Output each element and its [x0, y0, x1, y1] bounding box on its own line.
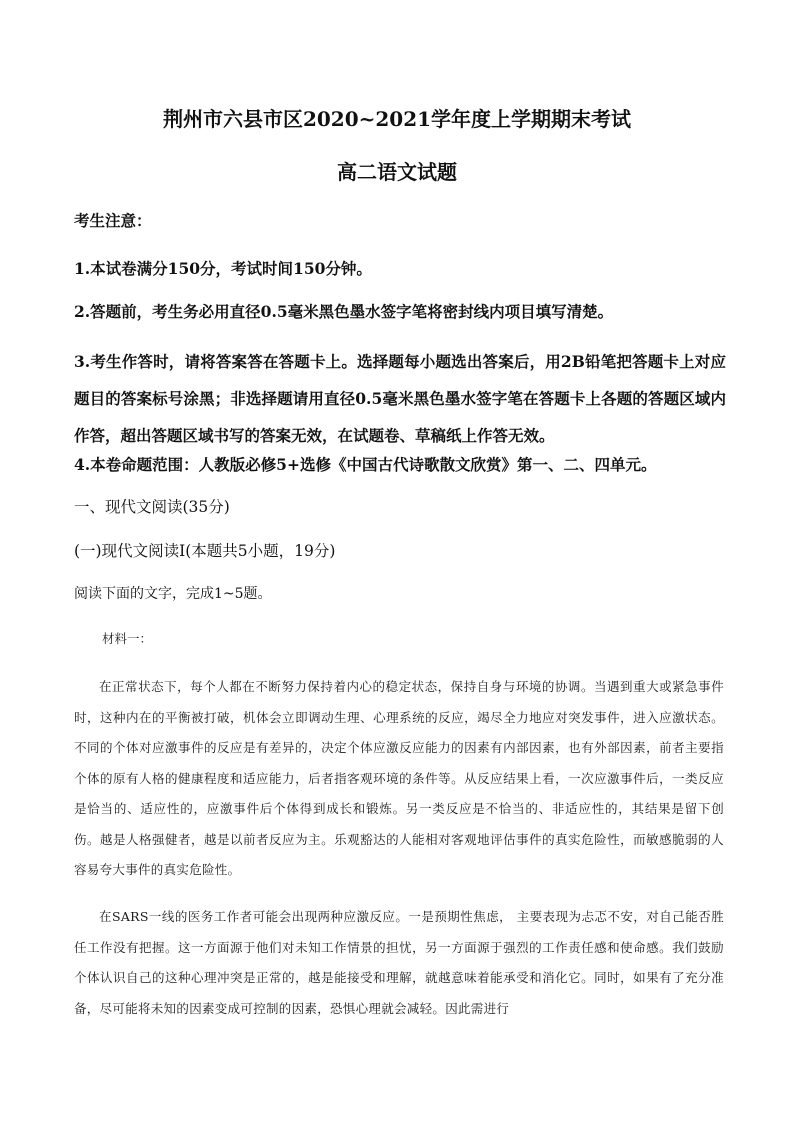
- section-title: 一、现代文阅读(35分): [74, 498, 230, 516]
- notice-item-1: 1.本试卷满分150分，考试时间150分钟。: [74, 259, 372, 278]
- notice-item-4: 4.本卷命题范围：人教版必修5+选修《中国古代诗歌散文欣赏》第一、二、四单元。: [74, 455, 657, 474]
- notice-item-3: 3.考生作答时，请将答案答在答题卡上。选择题每小题选出答案后，用2B铅笔把答题卡上对应题目的答案标号涂黑；非选择题请用直径0.5毫米黑色墨水签字笔在答题卡上各题的答题区域内作答，超出答题区域书写的答案无效，在试题卷、草稿纸上作答无效。: [74, 352, 726, 445]
- section-subtitle: (一)现代文阅读Ⅰ(本题共5小题，19分): [74, 542, 336, 560]
- material-label: 材料一：: [102, 631, 153, 646]
- notice-item-2: 2.答题前，考生务必用直径0.5毫米黑色墨水签字笔将密封线内项目填写清楚。: [74, 302, 614, 321]
- passage-paragraph-1: 在正常状态下，每个人都在不断努力保持着内心的稳定状态，保持自身与环境的协调。当遇到重大或紧急事件时，这种内在的平衡被打破，机体会立即调动生理、心理系统的反应，竭尽全力地应对突发事件，进入应激状态。不同的个体对应激事件的反应是有差异的，决定个体应激反应能力的因素有内部因素，也有外部因素，前者主要指个体的原有人格的健康程度和适应能力，后者指客观环境的条件等。从反应结果上看，一次应激事件后，一类反应是恰当的、适应性的，应激事件后个体得到成长和锻炼。另一类反应是不恰当的、非适应性的，其结果是留下创伤。越是人格强健者，越是以前者反应为主。乐观豁达的人能相对客观地评估事件的真实危险性，而敏感脆弱的人容易夸大事件的真实危险性。: [74, 679, 724, 877]
- exam-subtitle: 高二语文试题: [337, 160, 457, 184]
- exam-title: 荆州市六县市区2020~2021学年度上学期期末考试: [162, 107, 632, 131]
- passage-paragraph-2: 在SARS一线的医务工作者可能会出现两种应激反应。一是预期性焦虑， 主要表现为忐忑不安，对自己能否胜任工作没有把握。这一方面源于他们对未知工作情景的担忧，另一方面源于强烈的工作责任感和使命感。我们鼓励个体认识自己的这种心理冲突是正常的，越是能接受和理解，就越意味着能承受和消化它。同时，如果有了充分准备，尽可能将未知的因素变成可控制的因素，恐惧心理就会减轻。因此需进行: [74, 909, 724, 1016]
- notice-heading: 考生注意：: [74, 211, 152, 230]
- reading-instruction: 阅读下面的文字，完成1~5题。: [74, 586, 272, 602]
